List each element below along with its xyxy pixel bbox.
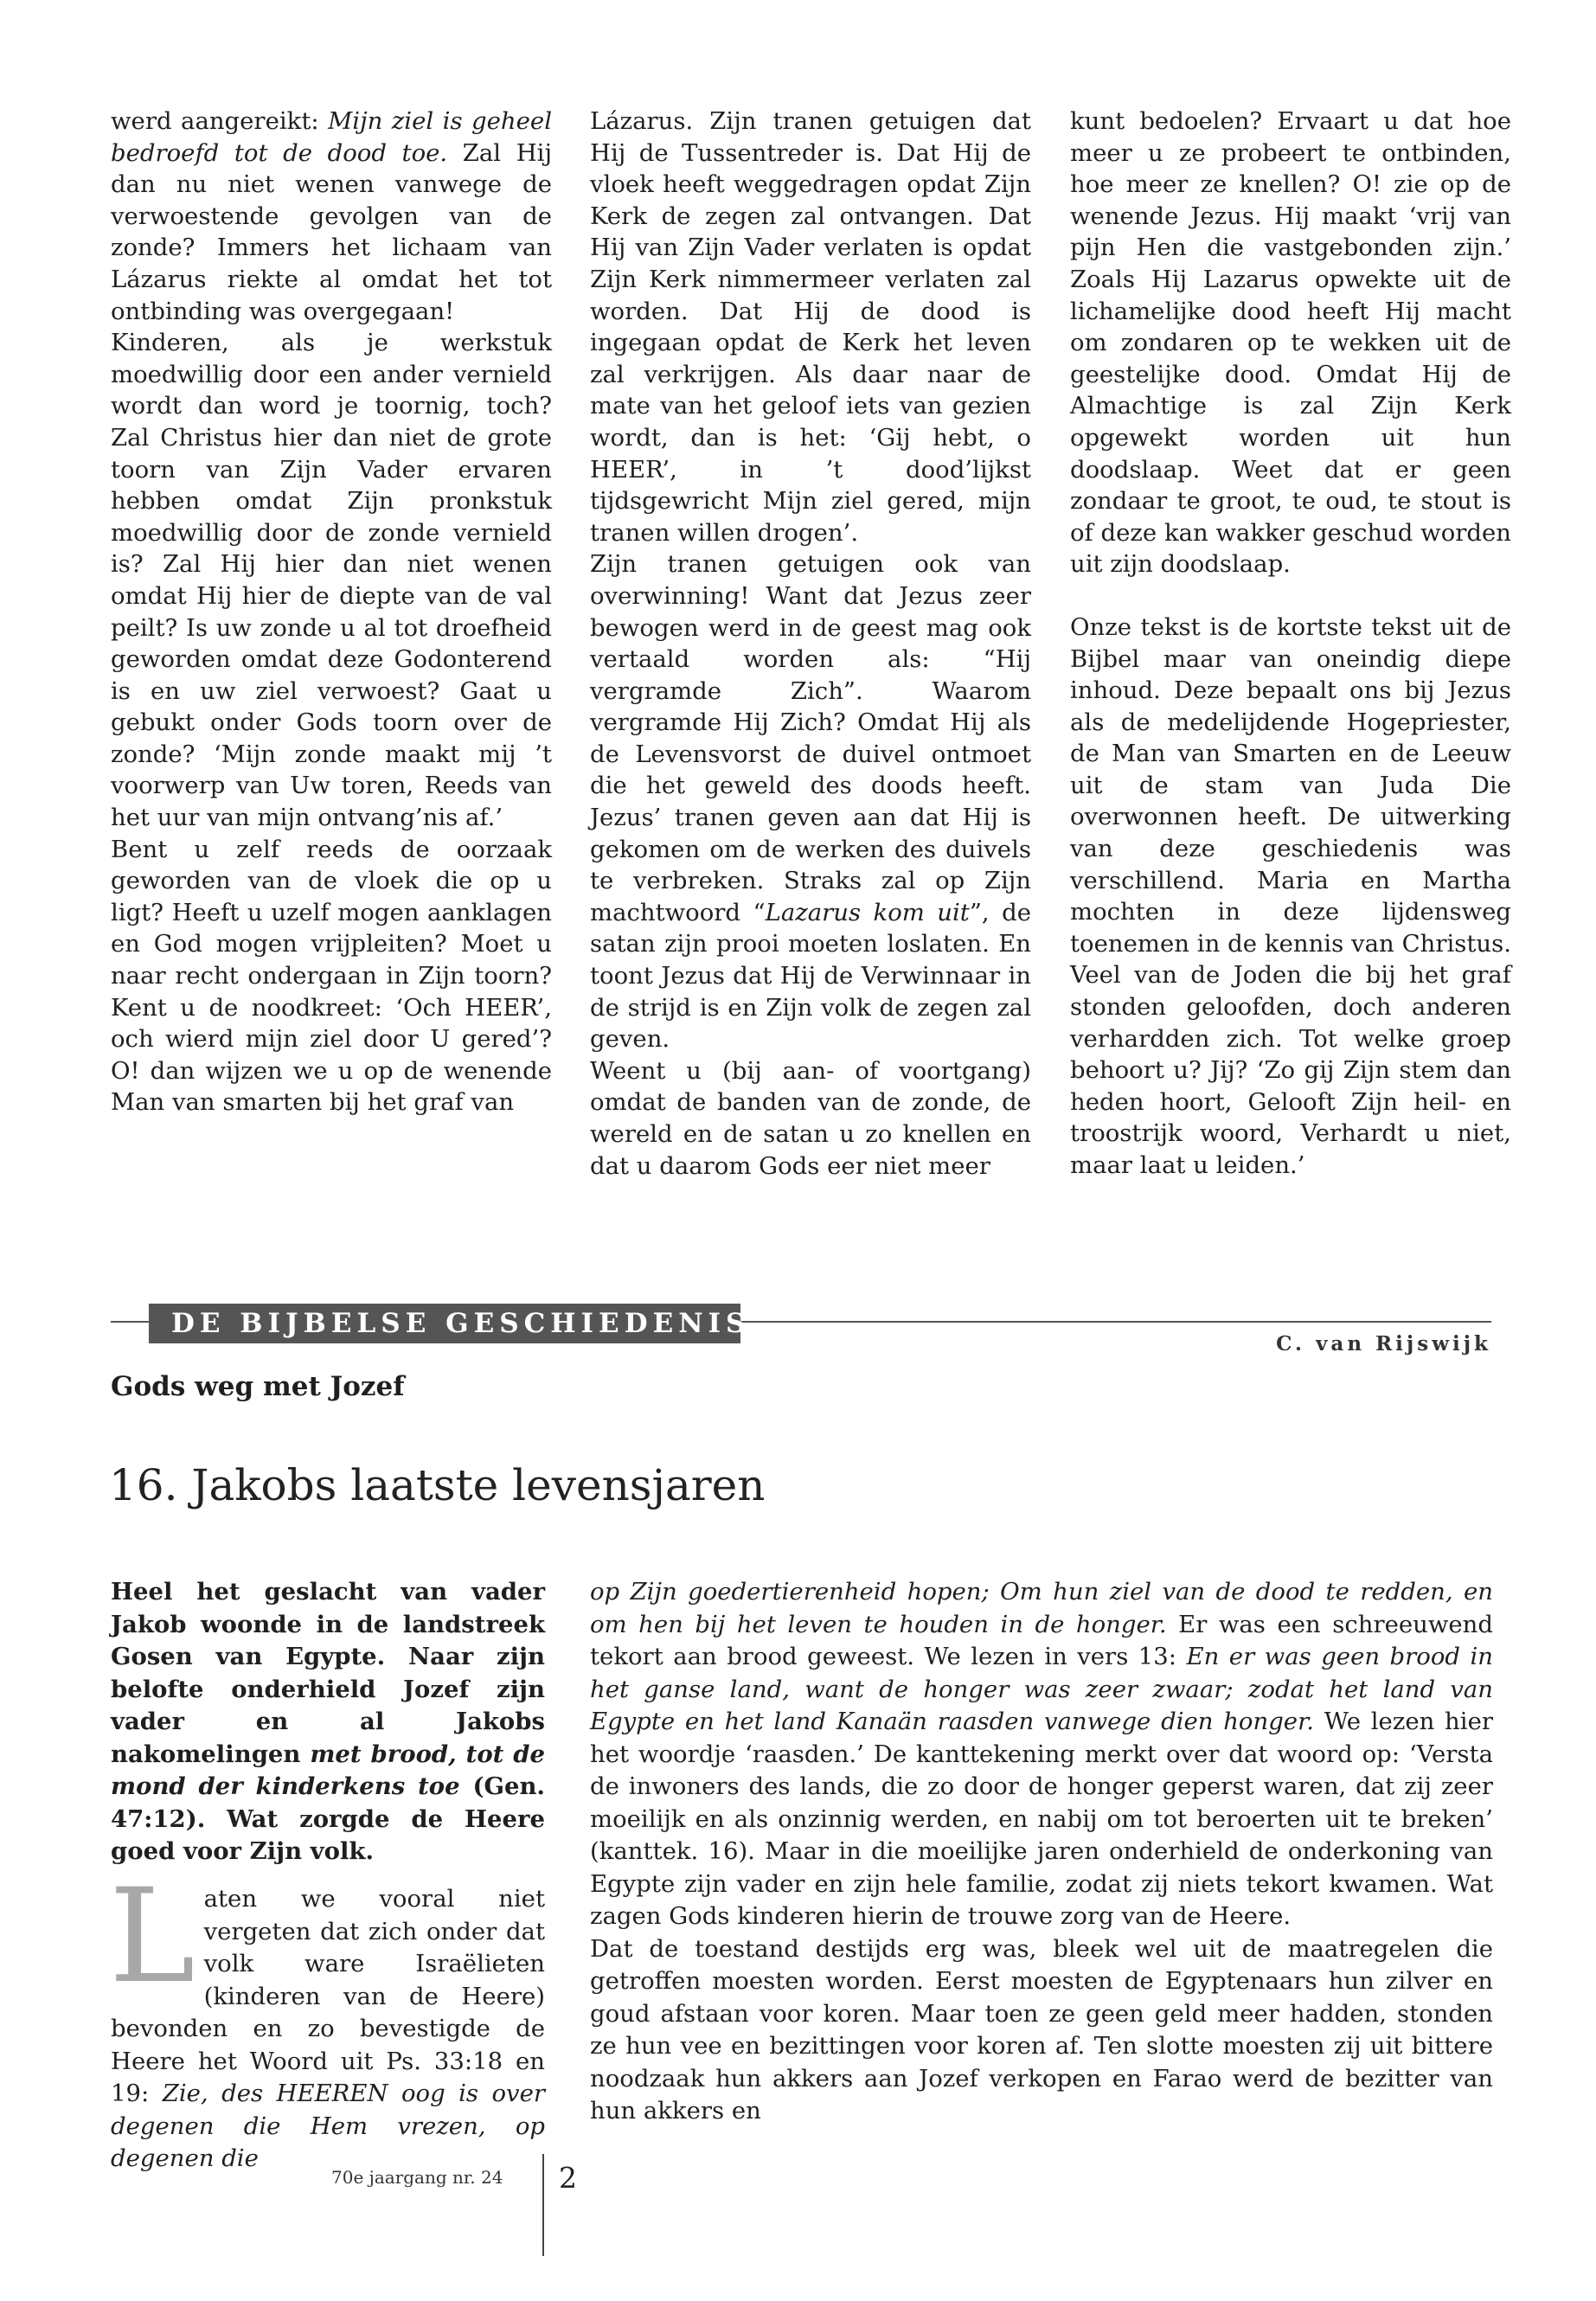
issue-info: 70e jaargang nr. 24 [331,2167,503,2188]
article-body-column-1-text: aten we vooral niet vergeten dat zich onder dat volk ware Israëlieten (kinderen van de Heere) bevonden en zo bevestigde de Heere het Woord uit Ps. 33:18 en 19: Zie, des HEEREN oog is over degenen die Hem vrezen, op degenen die [111,1885,546,2172]
column-1-text: werd aangereikt: Mijn ziel is geheel bedroefd tot de dood toe. Zal Hij dan nu niet wenen vanwege de verwoestende gevolgen van de zonde? Immers het lichaam van Lázarus riekte al omdat het tot ontbinding was overgegaan! Kinderen, als je werkstuk moedwillig door een ander vernield wordt dan word je toornig, toch? Zal Christus hier dan niet de grote toorn van Zijn Vader ervaren hebben omdat Zijn pronkstuk moedwillig door de zonde vernield is? Zal Hij hier dan niet wenen omdat Hij hier de diepte van de val peilt? Is uw zonde u al tot droefheid geworden omdat deze Godonterend is en uw ziel verwoest? Gaat u gebukt onder Gods toorn over de zonde? ‘Mijn zonde maakt mij ’t voorwerp van Uw toren, Reeds van het uur van mijn ontvang’nis af.’ Bent u zelf reeds de oorzaak geworden van de vloek die op u ligt? Heeft u uzelf mogen aanklagen en God mogen vrijpleiten? Moet u naar recht ondergaan in Zijn toorn? Kent u de noodkreet: ‘Och HEER’, och wierd mijn ziel door U gered’? O! dan wijzen we u op de wenende Man van smarten bij het graf van [111,107,552,1117]
text-column-2 [590,106,1031,1182]
page-number: 2 [559,2161,577,2195]
article-body-column-2-text: op Zijn goedertierenheid hopen; Om hun ziel van de dood te redden, en om hen bij het leven te houden in de honger. Er was een schreeuwend tekort aan brood geweest. We lezen in vers 13: En er was geen brood in het ganse land, want de honger was zeer zwaar; zodat het land van Egypte en het land Kanaän raasden vanwege dien honger. We lezen hier het woordje ‘raasden.’ De kanttekening merkt over dat woord op: ‘Versta de inwoners des lands, die zo door de honger geperst waren, dat zij zeer moeilijk en als onzinnig werden, en nabij om tot beroerten uit te breken’ (kanttek. 16). Maar in die moeilijke jaren onderhield de onderkoning van Egypte zijn vader en zijn hele familie, zodat zij niets tekort kwamen. Wat zagen Gods kinderen hierin de trouwe zorg van de Heere. Dat de toestand destijds erg was, bleek wel uit de maatregelen die getroffen moesten worden. Eerst moesten de Egyptenaars hun zilver en goud afstaan voor koren. Maar toen ze geen geld meer hadden, stonden ze hun vee en bezittingen voor koren af. Ten slotte moesten zij uit bittere noodzaak hun akkers aan Jozef verkopen en Farao werd de bezitter van hun akkers en [590,1578,1493,2125]
column-3-paragraph-2: Onze tekst is de kortste tekst uit de Bijbel maar van oneindig diepe inhoud. Deze bepaalt ons bij Jezus als de medelijdende Hogepriester, de Man van Smarten en de Leeuw uit de stam van Juda Die overwonnen heeft. De uitwerking van deze geschiedenis was verschillend. Maria en Martha mochten in deze lijdensweg toenemen in de kennis van Christus. Veel van de Joden die bij het graf stonden geloofden, doch anderen verhardden zich. Tot welke groep behoort u? Jij? ‘Zo gij Zijn stem dan heden hoort, Gelooft Zijn heil- en troostrijk woord, Verhardt u niet, maar laat u leiden.’ [1070,612,1511,1179]
text-column-3 [1070,106,1511,1182]
article-subtitle: Gods weg met Jozef [111,1371,405,1402]
column-2-text: Lázarus. Zijn tranen getuigen dat Hij de Tussentreder is. Dat Hij de vloek heeft weggedragen opdat Zijn Kerk de zegen zal ontvangen. Dat Hij van Zijn Vader verlaten is opdat Zijn Kerk nimmermeer verlaten zal worden. Dat Hij de dood is ingegaan opdat de Kerk het leven zal verkrijgen. Als daar naar de mate van het geloof iets van gezien wordt, dan is het: ‘Gij hebt, o HEER’, in ’t dood’lijkst tijdsgewricht Mijn ziel gered, mijn tranen willen drogen’. Zijn tranen getuigen ook van overwinning! Want dat Jezus zeer bewogen werd in de geest mag ook vertaald worden als: “Hij vergramde Zich”. Waarom vergramde Hij Zich? Omdat Hij als de Levensvorst de duivel ontmoet die het geweld des doods heeft. Jezus’ tranen geven aan dat Hij is gekomen om de werken des duivels te verbreken. Straks zal op Zijn machtwoord “Lazarus kom uit”, de satan zijn prooi moeten loslaten. En toont Jezus dat Hij de Verwinnaar in de strijd is en Zijn volk de zegen zal geven. Weent u (bij aan- of voortgang) omdat de banden van de zonde, de wereld en de satan u zo knellen en dat u daarom Gods eer niet meer [590,107,1031,1180]
section-label: DE BIJBELSE GESCHIEDENIS [149,1304,740,1343]
article-body-column-2 [590,1576,1493,2128]
article-body-column-1 [109,1862,546,2176]
text-column-1 [111,106,552,1118]
author-name: C. van Rijswijk [1276,1332,1491,1356]
column-3-paragraph-1: kunt bedoelen? Ervaart u dat hoe meer u ze probeert te ontbinden, hoe meer ze knellen? O! zie op de wenende Jezus. Hij maakt ‘vrij van pijn Hen die vastgebonden zijn.’ Zoals Hij Lazarus opwekte uit de lichamelijke dood heeft Hij macht om zondaren op te wekken uit de geestelijke dood. Omdat Hij de Almachtige is zal Zijn Kerk opgewekt worden uit hun doodslaap. Weet dat er geen zondaar te groot, te oud, te stout is of deze kan wakker geschud worden uit zijn doodslaap. [1070,107,1511,579]
drop-cap: L [109,1862,195,2012]
footer-divider [542,2154,544,2256]
article-intro: Heel het geslacht van vader Jakob woonde in de landstreek Gosen van Egypte. Naar zijn belofte onderhield Jozef zijn vader en al Jakobs nakomelingen met brood, tot de mond der kinderkens toe (Gen. 47:12). Wat zorgde de Heere goed voor Zijn volk. [111,1578,546,1865]
article-title: 16. Jakobs laatste levensjaren [109,1460,766,1510]
